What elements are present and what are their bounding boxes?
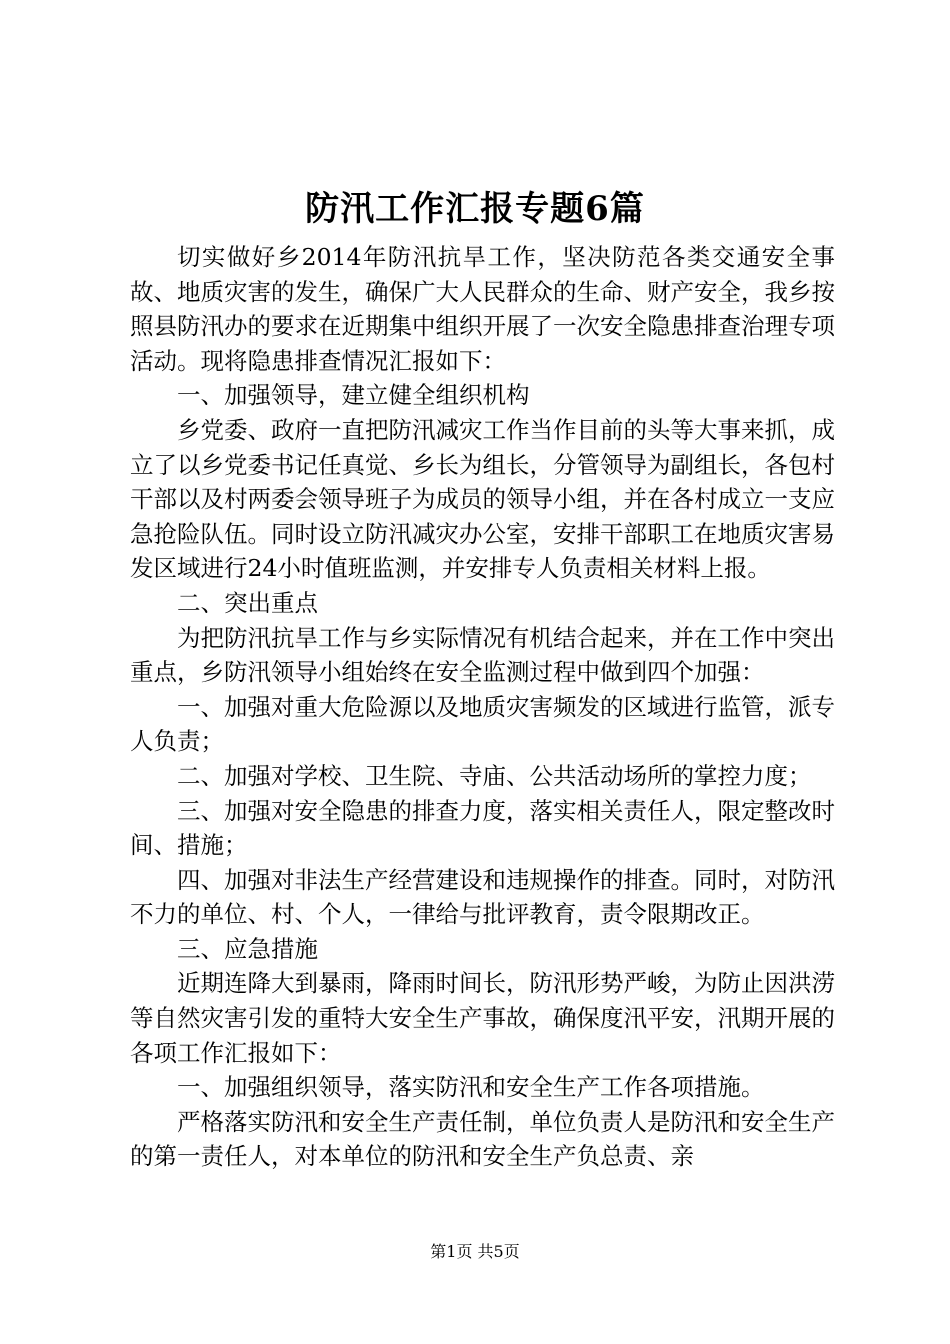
paragraph: 严格落实防汛和安全生产责任制，单位负责人是防汛和安全生产的第一责任人，对本单位的防汛和安全生产负总责、亲 <box>130 1107 835 1171</box>
paragraph: 切实做好乡2014年防汛抗旱工作，坚决防范各类交通安全事故、地质灾害的发生，确保广大人民群众的生命、财产安全，我乡按照县防汛办的要求在近期集中组织开展了一次安全隐患排查治理专项活动。现将隐患排查情况汇报如下： <box>130 243 835 375</box>
paragraph: 近期连降大到暴雨，降雨时间长，防汛形势严峻，为防止因洪涝等自然灾害引发的重特大安全生产事故，确保度汛平安，汛期开展的各项工作汇报如下： <box>130 969 835 1067</box>
list-item: 一、加强对重大危险源以及地质灾害频发的区域进行监管，派专人负责； <box>130 692 835 756</box>
list-item: 四、加强对非法生产经营建设和违规操作的排查。同时，对防汛不力的单位、村、个人，一律给与批评教育，责令限期改正。 <box>130 865 835 929</box>
document-body <box>130 240 835 1174</box>
list-item: 三、加强对安全隐患的排查力度，落实相关责任人，限定整改时间、措施； <box>130 796 835 860</box>
section-heading: 一、加强领导，建立健全组织机构 <box>177 381 530 410</box>
paragraph: 乡党委、政府一直把防汛减灾工作当作目前的头等大事来抓，成立了以乡党委书记任真觉、乡长为组长，分管领导为副组长，各包村干部以及村两委会领导班子为成员的领导小组，并在各村成立一支应急抢险队伍。同时设立防汛减灾办公室，安排干部职工在地质灾害易发区域进行24小时值班监测，并安排专人负责相关材料上报。 <box>130 415 835 583</box>
page-number-footer: 第1页 共5页 <box>430 1242 520 1261</box>
list-item: 二、加强对学校、卫生院、寺庙、公共活动场所的掌控力度； <box>177 761 812 790</box>
section-heading: 三、应急措施 <box>177 934 318 963</box>
document-title: 防汛工作汇报专题6篇 <box>305 189 645 229</box>
section-heading: 二、突出重点 <box>177 588 318 617</box>
paragraph: 为把防汛抗旱工作与乡实际情况有机结合起来，并在工作中突出重点，乡防汛领导小组始终在安全监测过程中做到四个加强： <box>130 623 835 687</box>
list-item: 一、加强组织领导，落实防汛和安全生产工作各项措施。 <box>177 1073 765 1102</box>
